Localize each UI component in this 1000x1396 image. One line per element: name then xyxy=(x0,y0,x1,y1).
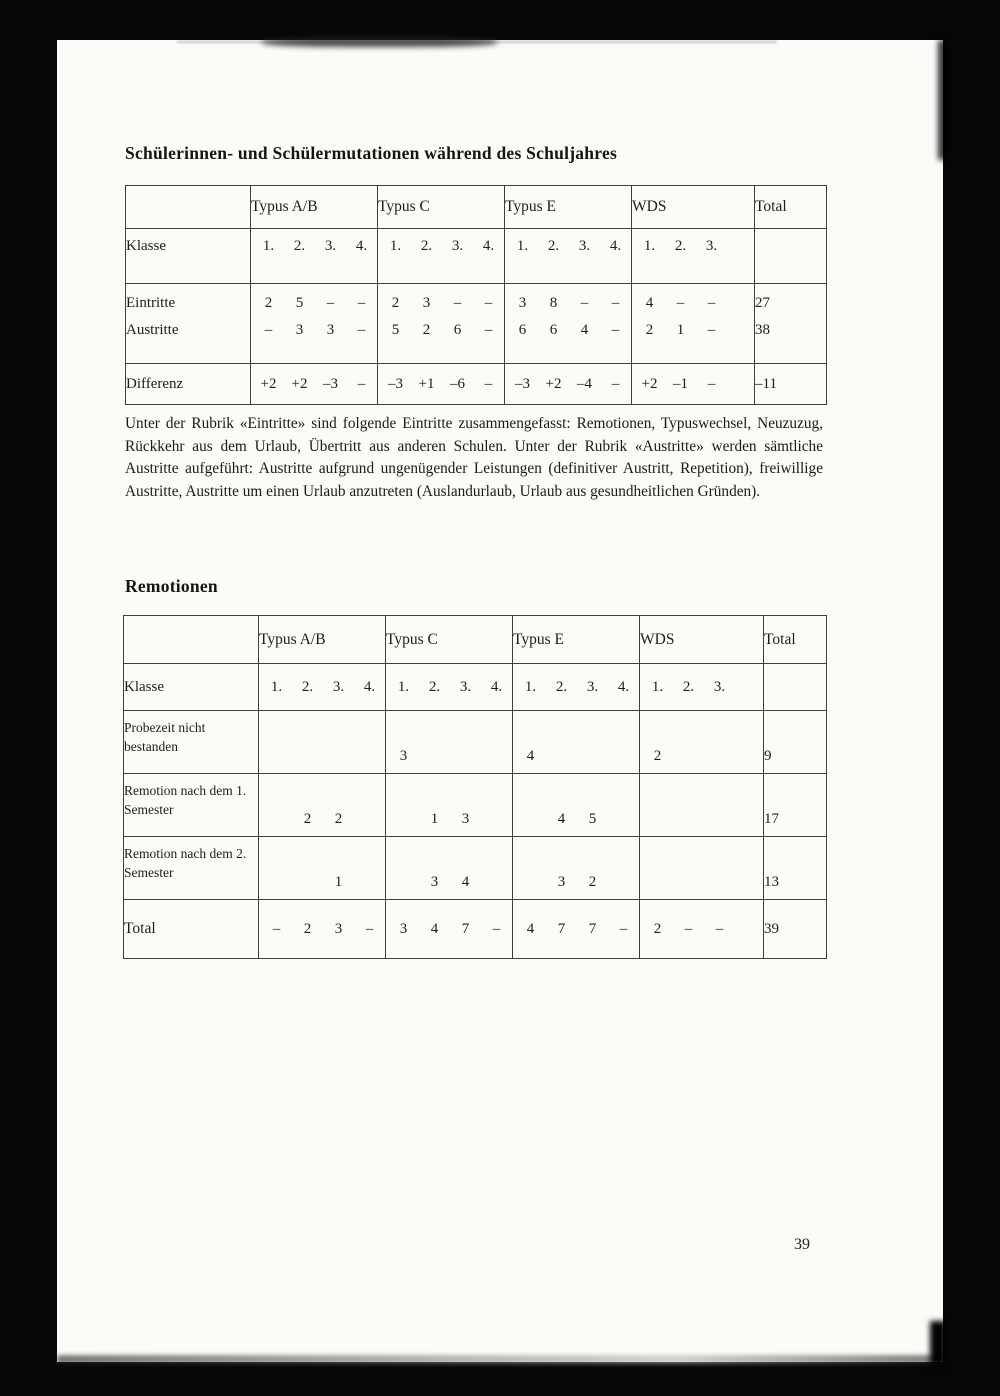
row-label-remotion-1: Remotion nach dem 1. Semester xyxy=(124,774,259,837)
col-header-typus-c: Typus C xyxy=(386,616,513,664)
totals-eintritte-austritte xyxy=(755,284,827,364)
values-ab xyxy=(259,874,385,891)
total-values-c-cell xyxy=(386,900,513,959)
klasse-numbers-c xyxy=(386,679,512,696)
remotionen-header-row xyxy=(124,616,827,664)
values-wds-cell xyxy=(640,711,764,774)
eintritte-values-ab xyxy=(251,290,377,317)
klasse-cols-c xyxy=(378,229,505,284)
cell-value: – xyxy=(484,322,493,338)
cell-value: 1. xyxy=(643,238,656,254)
cell-value xyxy=(450,748,481,765)
cell-value: 7 xyxy=(588,920,597,937)
col-header-total: Total xyxy=(764,616,827,664)
cell-value: 2. xyxy=(420,238,433,254)
klasse-cols-ab xyxy=(259,664,386,711)
cell-value: 3. xyxy=(459,678,472,695)
klasse-numbers-wds xyxy=(640,679,763,696)
cell-value: – xyxy=(272,920,281,937)
cell-value: 6 xyxy=(453,322,462,338)
cell-value: 8 xyxy=(549,295,558,311)
cell-value: 4 xyxy=(526,920,535,937)
total-values-wds-cell xyxy=(640,900,764,959)
klasse-numbers-ab xyxy=(259,679,385,696)
cell-value xyxy=(419,748,450,765)
row-total: 17 xyxy=(764,774,827,837)
cell-value xyxy=(388,874,419,891)
col-header-typus-e: Typus E xyxy=(513,616,640,664)
cell-value: 1. xyxy=(524,678,537,695)
values-ab-cell xyxy=(259,774,386,837)
klasse-numbers-e xyxy=(513,679,639,696)
cell-value: 4. xyxy=(617,678,630,695)
values-ab xyxy=(259,811,385,828)
cell-value: 1 xyxy=(430,811,439,827)
row-total: 9 xyxy=(764,711,827,774)
cell-value: – xyxy=(492,920,501,937)
cell-value: 2 xyxy=(334,811,343,827)
cell-value: 4 xyxy=(461,874,470,890)
cell-value: 2. xyxy=(428,678,441,695)
cell-value: 5 xyxy=(391,322,400,338)
cell-value: – xyxy=(484,295,493,311)
cell-value xyxy=(608,874,639,891)
cell-value: – xyxy=(611,375,620,392)
cell-value xyxy=(546,748,577,765)
cell-value: 1 xyxy=(334,874,343,890)
cell-value: 2. xyxy=(301,678,314,695)
cell-value: 3 xyxy=(518,295,527,311)
cell-value: 2. xyxy=(555,678,568,695)
cell-value: 3 xyxy=(399,748,408,764)
cell-value: 4. xyxy=(363,678,376,695)
cell-value: 2. xyxy=(293,238,306,254)
scan-artifact-top-line xyxy=(177,41,777,43)
values-wds xyxy=(632,284,755,364)
values-e xyxy=(513,811,639,828)
cell-value: 3. xyxy=(451,238,464,254)
total-values-ab xyxy=(259,921,385,938)
cell-value: 6 xyxy=(549,322,558,338)
cell-value: 3 xyxy=(557,874,566,890)
values-c-cell xyxy=(386,837,513,900)
cell-value: 5 xyxy=(588,811,597,827)
values-wds-cell xyxy=(640,837,764,900)
col-header-wds: WDS xyxy=(632,186,755,229)
eintritte-values-wds xyxy=(632,290,754,317)
cell-value: 5 xyxy=(295,295,304,311)
col-header-typus-e: Typus E xyxy=(505,186,632,229)
klasse-row xyxy=(124,664,827,711)
total-values-e xyxy=(513,921,639,938)
cell-value: 2 xyxy=(653,920,662,937)
explanatory-paragraph: Unter der Rubrik «Eintritte» sind folgende Eintritte zusammengefasst: Remotionen, Typuswechsel, Neuzuzug, Rückkehr aus dem Urlaub, Übertritt aus anderen Schulen. Unter der Rubrik «Austritte» werden sämtliche Austritte aufgeführt: Austritte aufgrund ungenügender Leistungen (definitiver Austritt, Repetition), freiwillige Austritte, Austritte um einen Urlaub anzutreten (Auslandurlaub, Urlaub aus gesundheitlichen Gründen). xyxy=(125,415,823,501)
document-page xyxy=(57,40,943,1362)
cell-value: – xyxy=(707,322,716,338)
cell-value xyxy=(608,748,639,765)
values-e-cell xyxy=(513,837,640,900)
klasse-cols-wds xyxy=(632,229,755,284)
values-ab-cell xyxy=(259,837,386,900)
cell-value: +2 xyxy=(545,375,562,392)
page-number: 39 xyxy=(794,1236,810,1253)
corner-cell xyxy=(126,186,251,229)
cell-value: 2. xyxy=(547,238,560,254)
cell-value xyxy=(608,811,639,828)
cell-value: 2 xyxy=(264,295,273,311)
cell-value: 4 xyxy=(526,748,535,764)
cell-value: – xyxy=(580,295,589,311)
cell-value: 2 xyxy=(645,322,654,338)
cell-value: 2. xyxy=(682,678,695,695)
cell-value xyxy=(261,874,292,891)
cell-value xyxy=(515,811,546,828)
austritte-values-e xyxy=(505,317,631,344)
remotionen-heading: Remotionen xyxy=(125,576,218,596)
cell-value: 1. xyxy=(516,238,529,254)
values-e xyxy=(513,748,639,765)
row-label-total: Total xyxy=(124,900,259,959)
cell-value: 3 xyxy=(422,295,431,311)
values-e-cell xyxy=(513,711,640,774)
cell-value: 2 xyxy=(303,920,312,937)
total-values-c xyxy=(386,921,512,938)
remotionen-table xyxy=(123,615,827,959)
cell-value xyxy=(673,748,704,765)
cell-value xyxy=(354,874,385,891)
differenz-values-e xyxy=(505,376,631,393)
total-values-ab-cell xyxy=(259,900,386,959)
cell-value: 3. xyxy=(705,238,718,254)
corner-cell xyxy=(124,616,259,664)
remotion-2-semester-row xyxy=(124,837,827,900)
cell-value: – xyxy=(484,375,493,392)
cell-value: – xyxy=(357,322,366,338)
values-e-cell xyxy=(513,774,640,837)
scan-artifact-right-edge xyxy=(938,40,947,160)
cell-value xyxy=(704,748,735,765)
values-ab xyxy=(251,284,378,364)
cell-value: – xyxy=(707,375,716,392)
values-c xyxy=(386,748,512,765)
cell-value: 1. xyxy=(651,678,664,695)
row-labels-eintritte-austritte xyxy=(126,284,251,364)
values-e xyxy=(505,284,632,364)
eintritte-values-e xyxy=(505,290,631,317)
austritte-values-ab xyxy=(251,317,377,344)
klasse-numbers-e xyxy=(505,238,631,255)
klasse-numbers-wds xyxy=(632,238,754,255)
klasse-numbers-ab xyxy=(251,238,377,255)
cell-value: – xyxy=(684,920,693,937)
cell-value: +1 xyxy=(418,375,435,392)
cell-value xyxy=(261,811,292,828)
austritte-values-wds xyxy=(632,317,754,344)
scan-artifact-bottom-band xyxy=(57,1355,943,1364)
cell-value xyxy=(354,811,385,828)
cell-value: 2 xyxy=(588,874,597,890)
cell-value: – xyxy=(715,920,724,937)
mutations-table xyxy=(125,185,827,405)
cell-value: 3. xyxy=(586,678,599,695)
klasse-cols-c xyxy=(386,664,513,711)
cell-value xyxy=(515,874,546,891)
cell-value: – xyxy=(357,375,366,392)
row-label-klasse: Klasse xyxy=(126,229,251,284)
cell-value: 3 xyxy=(461,811,470,827)
cell-value: 2 xyxy=(303,811,312,827)
cell-value: 3. xyxy=(332,678,345,695)
eintritte-austritte-row xyxy=(126,284,827,364)
col-header-total: Total xyxy=(755,186,827,229)
cell-value xyxy=(481,874,512,891)
differenz-values-c xyxy=(378,376,504,393)
cell-value: 1 xyxy=(676,322,685,338)
cell-value: 2 xyxy=(391,295,400,311)
cell-value: – xyxy=(357,295,366,311)
cell-value: 1. xyxy=(262,238,275,254)
cell-value: – xyxy=(453,295,462,311)
differenz-values-c-cell xyxy=(378,364,505,405)
austritte-label: Austritte xyxy=(126,322,179,338)
klasse-row xyxy=(126,229,827,284)
cell-value: 3 xyxy=(326,322,335,338)
cell-value: 1. xyxy=(389,238,402,254)
differenz-values-e-cell xyxy=(505,364,632,405)
cell-value: 4 xyxy=(580,322,589,338)
cell-value xyxy=(292,874,323,891)
differenz-total: –11 xyxy=(755,364,827,405)
col-header-typus-ab: Typus A/B xyxy=(259,616,386,664)
cell-value: 1. xyxy=(270,678,283,695)
grand-total: 39 xyxy=(764,900,827,959)
cell-value: –6 xyxy=(450,375,465,392)
eintritte-label: Eintritte xyxy=(126,295,176,311)
values-c-cell xyxy=(386,774,513,837)
cell-value: 4. xyxy=(482,238,495,254)
values-wds-cell xyxy=(640,774,764,837)
cell-value: 3 xyxy=(430,874,439,890)
probezeit-row xyxy=(124,711,827,774)
scan-artifact-corner xyxy=(930,1321,946,1365)
cell-value: –3 xyxy=(388,375,403,392)
cell-value: 7 xyxy=(557,920,566,937)
total-cell-empty xyxy=(764,664,827,711)
cell-value: 4. xyxy=(355,238,368,254)
eintritte-total: 27 xyxy=(755,295,770,311)
cell-value: 2 xyxy=(422,322,431,338)
remotion-1-semester-row xyxy=(124,774,827,837)
klasse-cols-e xyxy=(513,664,640,711)
cell-value: 2 xyxy=(653,748,662,764)
cell-value: 3 xyxy=(334,920,343,937)
col-header-typus-c: Typus C xyxy=(378,186,505,229)
row-label-differenz: Differenz xyxy=(126,364,251,405)
mutations-header-row xyxy=(126,186,827,229)
differenz-values-ab xyxy=(251,376,377,393)
cell-value: 3. xyxy=(324,238,337,254)
cell-value: +2 xyxy=(641,375,658,392)
cell-value: –3 xyxy=(515,375,530,392)
cell-value: 3 xyxy=(399,920,408,937)
cell-value: 4 xyxy=(557,811,566,827)
differenz-values-ab-cell xyxy=(251,364,378,405)
cell-value: – xyxy=(365,920,374,937)
cell-value xyxy=(388,811,419,828)
row-label-klasse: Klasse xyxy=(124,664,259,711)
cell-value: – xyxy=(676,295,685,311)
cell-value: +2 xyxy=(291,375,308,392)
values-c xyxy=(386,874,512,891)
cell-value: – xyxy=(611,322,620,338)
klasse-cols-ab xyxy=(251,229,378,284)
klasse-cols-e xyxy=(505,229,632,284)
total-cell-empty xyxy=(755,229,827,284)
austritte-total: 38 xyxy=(755,322,770,338)
cell-value: 6 xyxy=(518,322,527,338)
cell-value: – xyxy=(619,920,628,937)
differenz-values-wds xyxy=(632,376,754,393)
total-values-e-cell xyxy=(513,900,640,959)
cell-value: – xyxy=(611,295,620,311)
row-total: 13 xyxy=(764,837,827,900)
cell-value: 4 xyxy=(645,295,654,311)
cell-value: –3 xyxy=(323,375,338,392)
cell-value: 4 xyxy=(430,920,439,937)
values-e xyxy=(513,874,639,891)
cell-value: 4. xyxy=(609,238,622,254)
cell-value: 4. xyxy=(490,678,503,695)
klasse-numbers-c xyxy=(378,238,504,255)
row-label-remotion-2: Remotion nach dem 2. Semester xyxy=(124,837,259,900)
austritte-values-c xyxy=(378,317,504,344)
values-wds xyxy=(640,748,763,765)
row-label-probezeit: Probezeit nicht bestanden xyxy=(124,711,259,774)
differenz-row xyxy=(126,364,827,405)
values-c-cell xyxy=(386,711,513,774)
cell-value: 1. xyxy=(397,678,410,695)
cell-value: – xyxy=(707,295,716,311)
cell-value: –1 xyxy=(673,375,688,392)
cell-value: +2 xyxy=(260,375,277,392)
total-row xyxy=(124,900,827,959)
klasse-cols-wds xyxy=(640,664,764,711)
cell-value: 7 xyxy=(461,920,470,937)
values-ab-cell xyxy=(259,711,386,774)
cell-value: 3 xyxy=(295,322,304,338)
col-header-typus-ab: Typus A/B xyxy=(251,186,378,229)
values-c xyxy=(378,284,505,364)
values-c xyxy=(386,811,512,828)
cell-value xyxy=(481,748,512,765)
page-title: Schülerinnen- und Schülermutationen während des Schuljahres xyxy=(125,143,618,163)
cell-value xyxy=(481,811,512,828)
total-values-wds xyxy=(640,921,763,938)
col-header-wds: WDS xyxy=(640,616,764,664)
cell-value: 3. xyxy=(713,678,726,695)
cell-value: –4 xyxy=(577,375,592,392)
cell-value xyxy=(577,748,608,765)
cell-value: 3. xyxy=(578,238,591,254)
differenz-values-wds-cell xyxy=(632,364,755,405)
cell-value: – xyxy=(264,322,273,338)
eintritte-values-c xyxy=(378,290,504,317)
cell-value: 2. xyxy=(674,238,687,254)
cell-value: – xyxy=(326,295,335,311)
